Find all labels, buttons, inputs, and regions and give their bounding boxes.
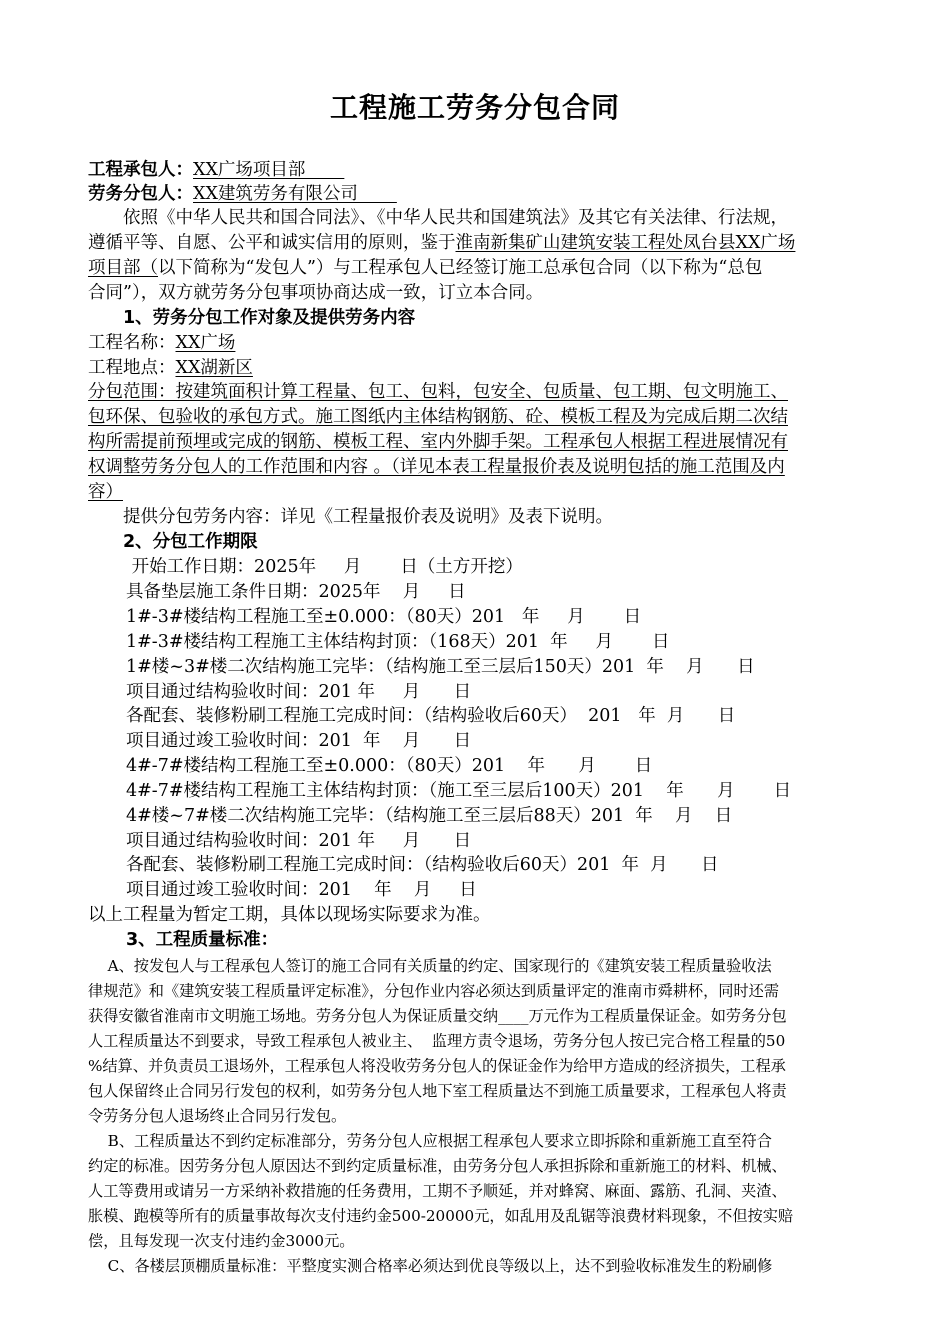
section-1-heading: 1、劳务分包工作对象及提供劳务内容: [123, 308, 416, 328]
employer-name: 淮南新集矿山建筑安装工程处凤台县XX广场: [455, 233, 796, 253]
schedule-item: 具备垫层施工条件日期：2025年 月 日: [126, 582, 466, 602]
subcontractor-value: XX建筑劳务有限公司: [193, 184, 397, 204]
project-site-value: XX湖新区: [175, 358, 253, 378]
preamble-line-1: 依照《中华人民共和国合同法》、《中华人民共和国建筑法》及其它有关法律、行法规，: [123, 208, 788, 228]
project-name-value: XX广场: [175, 333, 236, 353]
quality-para-line: 令劳务分包人退场终止合同另行发包。: [88, 1107, 347, 1125]
schedule-item: 项目通过竣工验收时间：201 年 月 日: [126, 731, 472, 751]
schedule-item: 1#-3#楼结构工程施工主体结构封顶：（168天）201 年 月 日: [126, 632, 670, 652]
project-site-label: 工程地点：: [88, 358, 176, 378]
contractor-label: 工程承包人：: [88, 160, 193, 180]
scope-line: 容）: [88, 482, 123, 502]
schedule-item: 1#楼~3#楼二次结构施工完毕：（结构施工至三层后150天）201 年 月 日: [126, 657, 755, 677]
project-name-label: 工程名称：: [88, 333, 176, 353]
quality-para-line: A、按发包人与工程承包人签订的施工合同有关质量的约定、国家现行的《建筑安装工程质量验收法: [98, 957, 772, 975]
quality-para-line: 胀模、跑模等所有的质量事故每次支付违约金500-20000元，如乱用及乱锯等浪费材料现象，不但按实赔: [88, 1207, 794, 1225]
quality-para-line: B、工程质量达不到约定标准部分，劳务分包人应根据工程承包人要求立即拆除和重新施工直至符合: [98, 1132, 772, 1150]
quality-para-line: 人工等费用或请另一方采纳补救措施的任务费用，工期不予顺延，并对蜂窝、麻面、露筋、孔洞、夹渣、: [88, 1182, 787, 1200]
schedule-item: 4#-7#楼结构工程施工至±0.000：（80天）201 年 月 日: [126, 756, 653, 776]
preamble-text: 以下简称为“发包人”）与工程承包人已经签订施工总承包合同（以下称为“总包: [158, 258, 763, 278]
labor-content-line: 提供分包劳务内容：详见《工程量报价表及说明》及表下说明。: [123, 507, 613, 527]
schedule-item: 各配套、装修粉刷工程施工完成时间：（结构验收后60天） 201 年 月 日: [126, 706, 736, 726]
preamble-line-4: 合同”），双方就劳务分包事项协商达成一致，订立本合同。: [88, 283, 544, 303]
contractor-line: [88, 158, 344, 182]
scope-line: 权调整劳务分包人的工作范围和内容 。（详见本表工程量报价表及说明包括的施工范围及内: [88, 457, 785, 477]
schedule-item: 1#-3#楼结构工程施工至±0.000：（80天）201 年 月 日: [126, 607, 642, 627]
scope-line: 构所需提前预埋或完成的钢筋、模板工程、室内外脚手架。工程承包人根据工程进展情况有: [88, 432, 788, 452]
preamble-text: 遵循平等、自愿、公平和诚实信用的原则，鉴于: [88, 233, 456, 253]
scope-line: 分包范围：按建筑面积计算工程量、包工、包料，包安全、包质量、包工期、包文明施工、: [88, 382, 788, 402]
schedule-item: 项目通过结构验收时间：201 年 月 日: [126, 682, 472, 702]
quality-para-line: 约定的标准。因劳务分包人原因达不到约定质量标准，由劳务分包人承担拆除和重新施工的材料、机械、: [88, 1157, 787, 1175]
quality-para-line: %结算、并负责员工退场外，工程承包人将没收劳务分包人的保证金作为给甲方造成的经济损失，工程承: [88, 1057, 786, 1075]
quality-para-line: 律规范》和《建筑安装工程质量评定标准》，分包作业内容必须达到质量评定的淮南市舜耕杯，同时还需: [88, 982, 780, 1000]
schedule-item: 各配套、装修粉刷工程施工完成时间：（结构验收后60天）201 年 月 日: [126, 855, 719, 875]
schedule-item: 4#楼~7#楼二次结构施工完毕：（结构施工至三层后88天）201 年 月 日: [126, 806, 733, 826]
scope-line: 包环保、包验收的承包方式。施工图纸内主体结构钢筋、砼、模板工程及为完成后期二次结: [88, 407, 788, 427]
schedule-note: 以上工程量为暂定工期，具体以现场实际要求为准。: [88, 905, 491, 925]
contractor-value: XX广场项目部: [193, 160, 345, 180]
quality-para-line: 包人保留终止合同另行发包的权利，如劳务分包人地下室工程质量达不到施工质量要求，工程承包人将责: [88, 1082, 787, 1100]
project-site-line: [88, 356, 253, 380]
subcontractor-label: 劳务分包人：: [88, 184, 193, 204]
subcontractor-line: [88, 182, 397, 206]
schedule-item: 4#-7#楼结构工程施工主体结构封顶：（施工至三层后100天）201 年 月 日: [126, 781, 792, 801]
quality-para-line: 获得安徽省淮南市文明施工场地。劳务分包人为保证质量交纳____万元作为工程质量保证金。如劳务分包: [88, 1007, 787, 1025]
quality-para-line: 偿，且每发现一次支付违约金3000元。: [88, 1232, 355, 1250]
section-2-heading: 2、分包工作期限: [123, 532, 258, 552]
schedule-item: 项目通过竣工验收时间：201 年 月 日: [126, 880, 477, 900]
project-name-line: [88, 331, 235, 355]
document-title: 工程施工劳务分包合同: [329, 91, 620, 124]
employer-name-cont: 项目部（: [88, 258, 158, 278]
section-3-heading: 3、工程质量标准：: [126, 930, 279, 950]
quality-para-line: C、各楼层顶棚质量标准：平整度实测合格率必须达到优良等级以上，达不到验收标准发生的粉刷修: [98, 1257, 773, 1275]
preamble-line-2: [88, 231, 795, 255]
preamble-line-3: [88, 256, 762, 280]
quality-para-line: 人工程质量达不到要求，导致工程承包人被业主、 监理方责令退场，劳务分包人按已完合格工程量的50: [88, 1032, 786, 1050]
schedule-item: 开始工作日期：2025年 月 日（土方开挖）: [126, 557, 523, 577]
schedule-item: 项目通过结构验收时间：201 年 月 日: [126, 831, 472, 851]
